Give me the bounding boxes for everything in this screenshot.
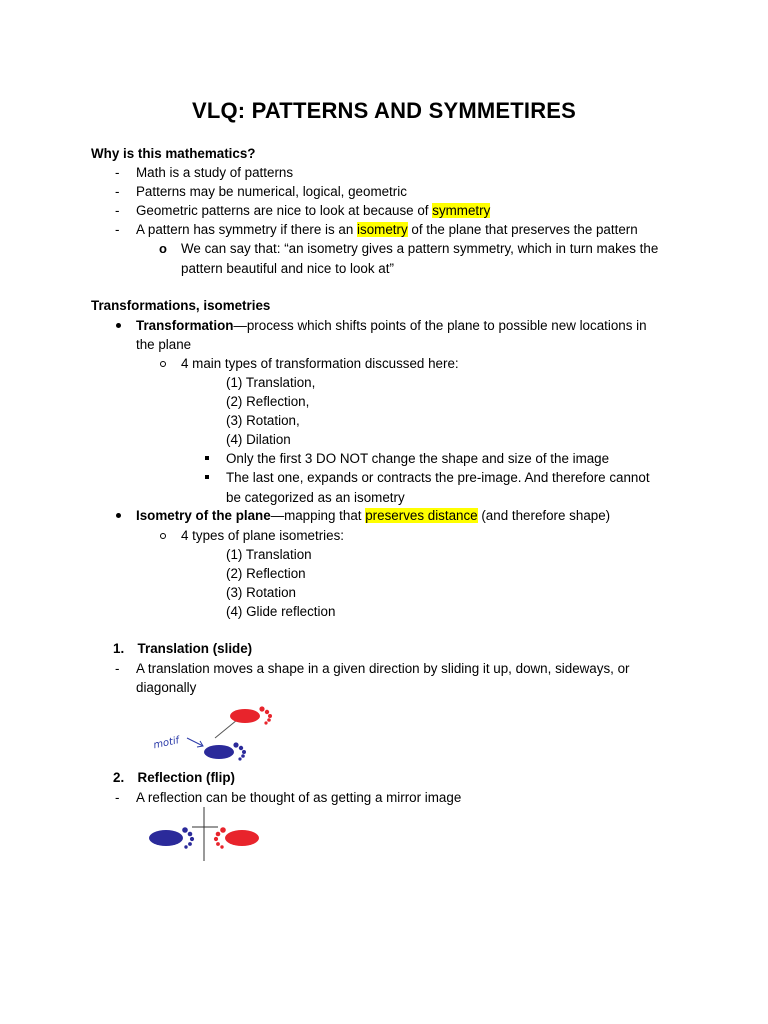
dash-bullet: - xyxy=(115,661,120,676)
sub-item-line: pattern beautiful and nice to look at” xyxy=(181,261,394,276)
text-segment: Geometric patterns are nice to look at because of xyxy=(136,203,433,218)
blue-foot-icon xyxy=(204,742,246,760)
list-item xyxy=(136,204,490,217)
bullet-item xyxy=(136,319,647,332)
circle-bullet xyxy=(160,533,166,539)
list-item: (3) Rotation, xyxy=(226,413,300,428)
dash-bullet: - xyxy=(115,790,120,805)
circle-bullet xyxy=(160,361,166,367)
section-heading-translation: 1. Translation (slide) xyxy=(113,641,253,656)
red-foot-icon xyxy=(230,706,272,724)
red-foot-icon xyxy=(214,827,259,849)
bullet-item xyxy=(136,509,610,522)
dash-bullet: - xyxy=(115,222,120,237)
list-item xyxy=(136,223,638,236)
reflection-figure xyxy=(142,805,272,867)
sub-item: 4 main types of transformation discussed here: xyxy=(181,356,459,371)
list-item: (3) Rotation xyxy=(226,585,296,600)
text-segment: A pattern has symmetry if there is an xyxy=(136,222,358,237)
note-item: Only the first 3 DO NOT change the shape and size of the image xyxy=(226,451,610,466)
text-segment: (and therefore shape) xyxy=(477,508,611,523)
list-item: (1) Translation xyxy=(226,547,312,562)
text-segment: —mapping that xyxy=(270,508,366,523)
list-item: (2) Reflection xyxy=(226,566,306,581)
list-item: (2) Reflection, xyxy=(226,394,310,409)
highlight-symmetry: symmetry xyxy=(432,203,491,218)
highlight-isometry: isometry xyxy=(357,222,408,237)
square-bullet xyxy=(205,475,209,479)
note-item-cont: be categorized as an isometry xyxy=(226,490,405,505)
bullet-dot xyxy=(116,513,121,518)
sub-item: 4 types of plane isometries: xyxy=(181,528,345,543)
text-segment: —process which shifts points of the plane to possible new locations in xyxy=(233,318,647,333)
list-item: A translation moves a shape in a given direction by sliding it up, down, sideways, or xyxy=(136,661,630,676)
note-item: The last one, expands or contracts the pre-image. And therefore cannot xyxy=(226,470,650,485)
sub-item-line: We can say that: “an isometry gives a pattern symmetry, which in turn makes the xyxy=(181,241,659,256)
list-item: Math is a study of patterns xyxy=(136,165,294,180)
list-item: Patterns may be numerical, logical, geometric xyxy=(136,184,407,199)
translation-figure xyxy=(145,700,285,770)
section-heading-reflection: 2. Reflection (flip) xyxy=(113,770,236,785)
term-transformation: Transformation xyxy=(136,318,234,333)
term-isometry: Isometry of the plane xyxy=(136,508,271,523)
bullet-item-cont: the plane xyxy=(136,337,192,352)
list-item: (4) Dilation xyxy=(226,432,291,447)
square-bullet xyxy=(205,456,209,460)
list-item: A reflection can be thought of as getting a mirror image xyxy=(136,790,462,805)
bullet-dot xyxy=(116,323,121,328)
section-heading-transformations: Transformations, isometries xyxy=(91,298,271,313)
dash-bullet: - xyxy=(115,203,120,218)
motif-label: motif xyxy=(152,735,181,752)
dash-bullet: - xyxy=(115,184,120,199)
list-item: (1) Translation, xyxy=(226,375,316,390)
section-heading-why: Why is this mathematics? xyxy=(91,146,256,161)
text-segment: of the plane that preserves the pattern xyxy=(407,222,638,237)
list-item: (4) Glide reflection xyxy=(226,604,336,619)
page-title: VLQ: PATTERNS AND SYMMETIRES xyxy=(191,98,577,123)
dash-bullet: - xyxy=(115,165,120,180)
highlight-preserves-distance: preserves distance xyxy=(365,508,478,523)
circle-bullet: o xyxy=(159,241,167,256)
blue-foot-icon xyxy=(149,827,194,849)
list-item-cont: diagonally xyxy=(136,680,197,695)
